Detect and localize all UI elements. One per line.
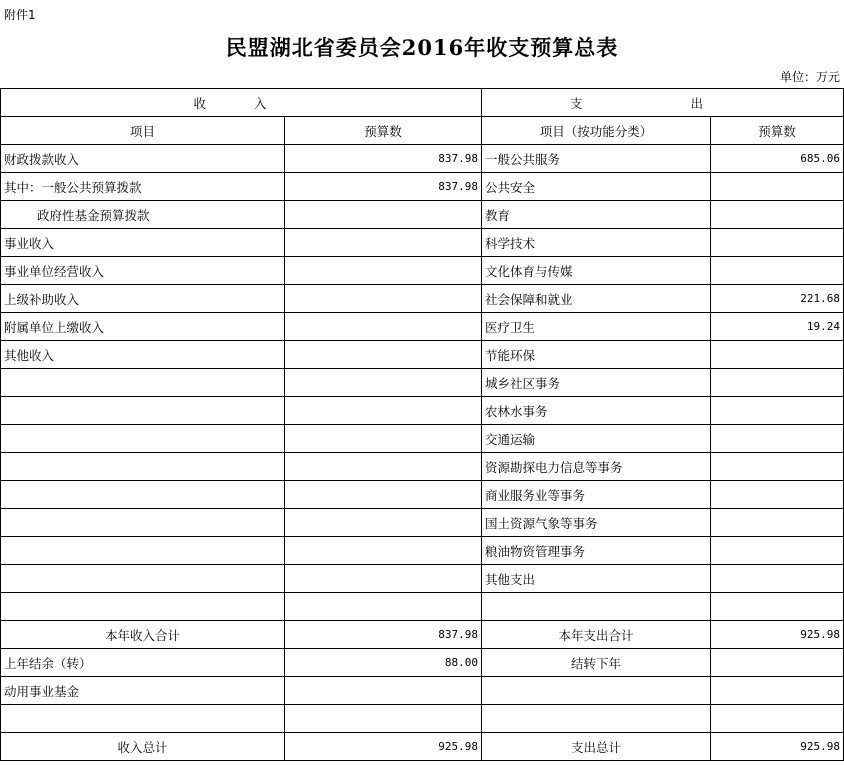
expense-item-cell: [482, 593, 711, 621]
fund-income-value: [285, 677, 482, 705]
income-value-cell: [285, 257, 482, 285]
income-value-cell: [285, 229, 482, 257]
attachment-label: 附件1: [4, 8, 36, 22]
carryover-expense-value: [711, 649, 844, 677]
grand-total-row: [1, 733, 844, 761]
carryover-income-value: 88.00: [285, 649, 482, 677]
expense-value-cell: 19.24: [711, 313, 844, 341]
fund-row: [1, 677, 844, 705]
expense-value-cell: 221.68: [711, 285, 844, 313]
income-item-header: 项目: [1, 117, 285, 145]
expense-value-cell: [711, 481, 844, 509]
budget-table: [0, 88, 844, 761]
expense-item-cell: 资源勘探电力信息等事务: [482, 453, 711, 481]
expense-value-cell: [711, 537, 844, 565]
expense-item-cell: 粮油物资管理事务: [482, 537, 711, 565]
income-value-cell: [285, 285, 482, 313]
expense-grand-total-value: 925.98: [711, 733, 844, 761]
table-row: [1, 201, 844, 229]
expense-item-cell: 医疗卫生: [482, 313, 711, 341]
income-item-cell: 事业单位经营收入: [1, 257, 285, 285]
income-item-cell: [1, 369, 285, 397]
income-item-cell: 事业收入: [1, 229, 285, 257]
expense-item-cell: 节能环保: [482, 341, 711, 369]
expense-item-cell: 公共安全: [482, 173, 711, 201]
expense-value-cell: [711, 509, 844, 537]
header-row-columns: [1, 117, 844, 145]
expense-value-cell: 685.06: [711, 145, 844, 173]
expense-value-cell: [711, 369, 844, 397]
income-value-cell: [285, 341, 482, 369]
income-value-cell: [285, 425, 482, 453]
income-item-cell: [1, 509, 285, 537]
table-row: [1, 257, 844, 285]
income-value-cell: 837.98: [285, 173, 482, 201]
expense-item-cell: 社会保障和就业: [482, 285, 711, 313]
income-value-cell: [285, 509, 482, 537]
table-row: [1, 341, 844, 369]
income-item-cell: 其中：一般公共预算拨款: [1, 173, 285, 201]
fund-expense-label: [482, 677, 711, 705]
income-item-cell: 其他收入: [1, 341, 285, 369]
income-year-total-value: 837.98: [285, 621, 482, 649]
income-item-cell: 上级补助收入: [1, 285, 285, 313]
table-row: [1, 537, 844, 565]
table-row: [1, 593, 844, 621]
expense-value-cell: [711, 453, 844, 481]
expense-value-cell: [711, 173, 844, 201]
expense-item-header: 项目（按功能分类）: [482, 117, 711, 145]
table-row: [1, 425, 844, 453]
expense-grand-total-label: 支出总计: [482, 733, 711, 761]
income-item-cell: 财政拨款收入: [1, 145, 285, 173]
income-grand-total-label: 收入总计: [1, 733, 285, 761]
carryover-row: [1, 649, 844, 677]
income-item-cell: [1, 397, 285, 425]
expense-item-cell: 其他支出: [482, 565, 711, 593]
expense-budget-header: 预算数: [711, 117, 844, 145]
expense-value-cell: [711, 425, 844, 453]
table-row: [1, 229, 844, 257]
income-item-cell: 附属单位上缴收入: [1, 313, 285, 341]
expense-value-cell: [711, 397, 844, 425]
blank-cell: [285, 705, 482, 733]
carryover-income-label: 上年结余（转）: [1, 649, 285, 677]
income-value-cell: [285, 453, 482, 481]
income-item-cell: 政府性基金预算拨款: [1, 201, 285, 229]
expense-item-cell: 教育: [482, 201, 711, 229]
income-item-cell: [1, 481, 285, 509]
expense-value-cell: [711, 257, 844, 285]
income-year-total-label: 本年收入合计: [1, 621, 285, 649]
income-item-cell: [1, 453, 285, 481]
unit-label: 单位：万元: [779, 70, 840, 84]
income-value-cell: [285, 313, 482, 341]
expense-item-cell: 农林水事务: [482, 397, 711, 425]
expense-item-cell: 城乡社区事务: [482, 369, 711, 397]
income-item-cell: [1, 593, 285, 621]
income-value-cell: 837.98: [285, 145, 482, 173]
expense-item-cell: 科学技术: [482, 229, 711, 257]
expense-item-cell: 交通运输: [482, 425, 711, 453]
fund-expense-value: [711, 677, 844, 705]
income-value-cell: [285, 481, 482, 509]
expense-item-cell: 商业服务业等事务: [482, 481, 711, 509]
table-row: [1, 145, 844, 173]
table-row: [1, 285, 844, 313]
income-item-cell: [1, 425, 285, 453]
expense-item-cell: 文化体育与传媒: [482, 257, 711, 285]
expense-item-cell: 国土资源气象等事务: [482, 509, 711, 537]
income-item-cell: [1, 537, 285, 565]
income-value-cell: [285, 593, 482, 621]
income-section-header: 收 入: [1, 89, 482, 117]
carryover-expense-label: 结转下年: [482, 649, 711, 677]
table-row: [1, 369, 844, 397]
blank-cell: [1, 705, 285, 733]
income-value-cell: [285, 397, 482, 425]
table-row: [1, 397, 844, 425]
blank-cell: [482, 705, 711, 733]
table-row: [1, 509, 844, 537]
table-row: [1, 481, 844, 509]
expense-value-cell: [711, 565, 844, 593]
blank-cell: [711, 705, 844, 733]
income-grand-total-value: 925.98: [285, 733, 482, 761]
table-row: [1, 453, 844, 481]
page-title: 民盟湖北省委员会2016年收支预算总表: [225, 35, 619, 60]
income-value-cell: [285, 565, 482, 593]
expense-value-cell: [711, 593, 844, 621]
table-row: [1, 173, 844, 201]
income-value-cell: [285, 537, 482, 565]
expense-year-total-value: 925.98: [711, 621, 844, 649]
blank-row: [1, 705, 844, 733]
fund-income-label: 动用事业基金: [1, 677, 285, 705]
year-total-row: [1, 621, 844, 649]
expense-value-cell: [711, 201, 844, 229]
income-value-cell: [285, 201, 482, 229]
income-value-cell: [285, 369, 482, 397]
expense-item-cell: 一般公共服务: [482, 145, 711, 173]
income-budget-header: 预算数: [285, 117, 482, 145]
expense-year-total-label: 本年支出合计: [482, 621, 711, 649]
income-item-cell: [1, 565, 285, 593]
expense-value-cell: [711, 229, 844, 257]
expense-value-cell: [711, 341, 844, 369]
expense-section-header: 支 出: [482, 89, 844, 117]
header-row-sections: [1, 89, 844, 117]
table-row: [1, 565, 844, 593]
table-row: [1, 313, 844, 341]
